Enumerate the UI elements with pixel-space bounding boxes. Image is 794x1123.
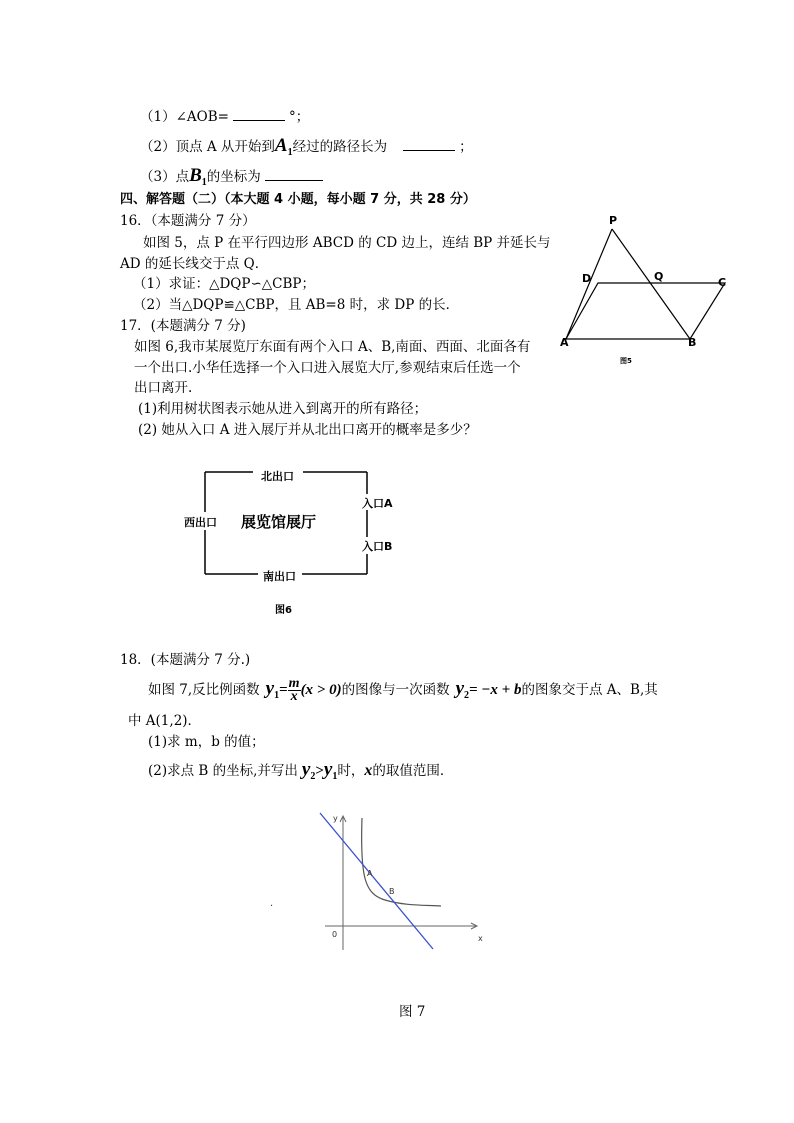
axis-y-label: y [333, 814, 338, 823]
q17-line3: 出口离开. [134, 380, 193, 396]
answer-blank [403, 150, 455, 151]
axis-x-label: x [478, 934, 483, 943]
label-p: P [609, 214, 618, 227]
entry-b: 入口B [362, 540, 393, 553]
point-b-label: B [389, 887, 395, 896]
q17-part1: (1)利用树状图表示她从进入到离开的所有路径； [138, 401, 428, 417]
symbol-a1: $A_1$ [274, 135, 293, 158]
symbol-y1: $y_1$ [323, 759, 338, 782]
q18-part2: (2)求点 B 的坐标,并写出 $y_2>y_1$时，x的取值范围． [148, 759, 454, 782]
symbol-y2: $y_2$ [455, 678, 470, 701]
q17-line2: 一个出口.小华任选择一个入口进入展览大厅,参观结束后任选一个 [134, 360, 521, 376]
line-bq [612, 229, 690, 339]
q16-header: 16．（本题满分 7 分） [120, 213, 256, 229]
q18-part1: (1)求 m，b 的值； [148, 734, 265, 750]
label-q: Q [654, 270, 664, 283]
hyperbola-curve [362, 818, 441, 906]
section-heading: 四、解答题（二）（本大题 4 小题，每小题 7 分，共 28 分） [120, 192, 476, 207]
stray-dot: . [270, 898, 274, 909]
hall-title: 展览馆展厅 [241, 513, 317, 531]
answer-blank [265, 180, 323, 181]
label-d: D [582, 272, 592, 285]
figure-7-function-graph [265, 808, 495, 958]
symbol-y2: $y_2$ [301, 759, 316, 782]
q16-line2: AD 的延长线交于点 Q． [120, 256, 269, 272]
q18-header: 18．(本题满分 7 分.) [120, 652, 251, 668]
q16-part2: （2）当△DQP≌△CBP，且 AB=8 时，求 DP 的长． [133, 297, 460, 313]
q15-part3: （3）点$B_1$的坐标为 [140, 167, 323, 192]
label-c: C [718, 276, 727, 289]
origin-label: 0 [332, 930, 338, 939]
point-a-label: A [367, 869, 373, 878]
label-b: B [688, 336, 697, 349]
q17-header: 17．(本题满分 7 分) [120, 318, 246, 334]
q18-line1: 如图 7,反比例函数 $y_1=$ $\frac{m}{x}$ (x > 0)的图像与一次函数 $y_2= -x + b$的图象交于点 A、B,其 [148, 676, 658, 704]
figure-6-caption: 图6 [275, 605, 292, 616]
q16-part1: （1）求证：△DQP∽△CBP； [133, 276, 315, 292]
south-exit: 南出口 [263, 570, 296, 583]
linear-function-line [320, 813, 433, 949]
q18-line2: 中 A(1,2)． [128, 713, 202, 729]
parallelogram-abcd [566, 283, 725, 339]
figure-5-caption: 图5 [620, 357, 632, 365]
answer-blank [233, 120, 285, 121]
fraction-m-over-x: $\frac{m}{x}$ [288, 676, 300, 704]
symbol-y1: $y_1$ [265, 678, 280, 701]
q15-part2: （2）顶点 A 从开始到$A_1$经过的路径长为 ； [140, 135, 473, 158]
figure-6-hall-diagram [175, 462, 415, 622]
entry-a: 入口A [362, 497, 393, 510]
q15-part1: （1）∠AOB= °； [140, 109, 310, 125]
q17-part2: (2) 她从入口 A 进入展厅并从北出口离开的概率是多少？ [138, 422, 477, 438]
label-a: A [560, 336, 569, 349]
west-exit: 西出口 [184, 516, 217, 529]
north-exit: 北出口 [261, 470, 294, 483]
figure-7-caption: 图 7 [399, 1004, 426, 1020]
q17-line1: 如图 6,我市某展览厅东面有两个入口 A、B,南面、西面、北面各有 [134, 339, 531, 355]
q16-line1: 如图 5，点 P 在平行四边形 ABCD 的 CD 边上，连结 BP 并延长与 [143, 235, 551, 251]
figure-5-parallelogram [548, 212, 738, 377]
symbol-b1: $B_1$ [189, 165, 207, 188]
